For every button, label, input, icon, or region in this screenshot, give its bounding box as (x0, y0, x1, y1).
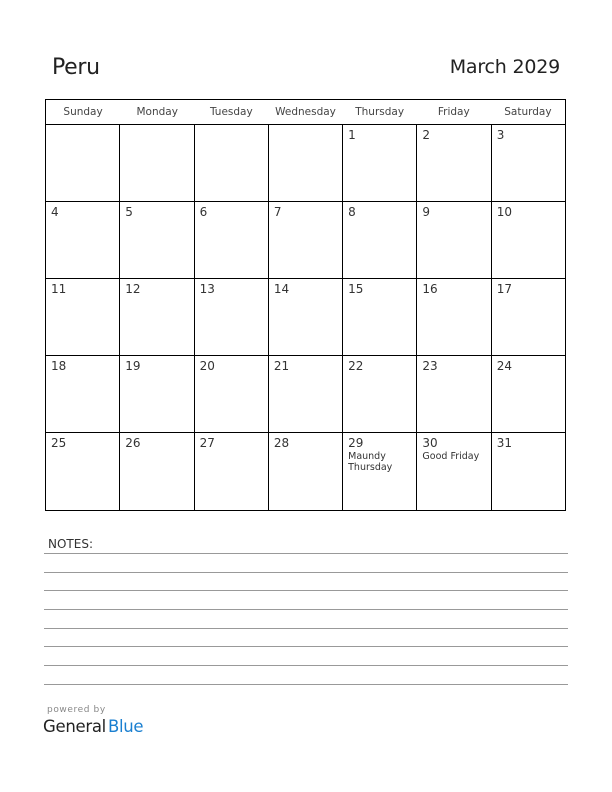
day-cell (119, 125, 193, 201)
notes-line (44, 628, 568, 629)
day-cell (416, 279, 490, 355)
brand-blue: Blue (107, 717, 144, 736)
day-number: 13 (199, 282, 215, 296)
day-cell (416, 202, 490, 278)
day-cell (119, 433, 193, 510)
notes-line (44, 646, 568, 647)
holiday-label: Good Friday (422, 451, 480, 462)
day-cell (491, 279, 565, 355)
weekday-tuesday: Tuesday (209, 106, 253, 118)
day-cell (268, 279, 342, 355)
week-row (46, 356, 565, 433)
notes-line (44, 572, 568, 573)
day-number: 23 (422, 359, 438, 373)
day-number: 25 (51, 436, 67, 450)
day-cell (491, 356, 565, 432)
week-row (46, 202, 565, 279)
day-number: 29 (348, 436, 364, 450)
day-number: 26 (125, 436, 141, 450)
weekday-monday: Monday (136, 106, 178, 118)
month-year-title: March 2029 (449, 56, 560, 78)
day-cell (46, 202, 119, 278)
day-cell (342, 279, 416, 355)
day-cell (46, 356, 119, 432)
notes-line (44, 609, 568, 610)
day-number: 14 (273, 282, 290, 296)
day-cell (268, 433, 342, 510)
day-number: 18 (51, 359, 67, 373)
day-number: 5 (125, 205, 133, 219)
day-number: 10 (496, 205, 512, 219)
day-number: 24 (496, 359, 512, 373)
day-cell (46, 125, 119, 201)
day-cell (342, 433, 416, 510)
day-cell (119, 356, 193, 432)
notes-line (44, 590, 568, 591)
week-row (46, 433, 565, 510)
day-number: 9 (422, 205, 431, 219)
country-title: Peru (52, 55, 100, 80)
day-number: 27 (199, 436, 215, 450)
day-cell (268, 125, 342, 201)
day-number: 20 (199, 359, 215, 373)
day-number: 17 (496, 282, 512, 296)
weekday-friday: Friday (437, 106, 470, 118)
day-number: 7 (273, 205, 282, 219)
day-cell (194, 433, 268, 510)
day-cell (342, 202, 416, 278)
generalblue-logo (43, 717, 143, 736)
day-cell (491, 433, 565, 510)
day-number: 2 (422, 128, 431, 142)
notes-line (44, 553, 568, 554)
day-number: 1 (348, 128, 356, 142)
day-number: 3 (496, 128, 505, 142)
day-cell (342, 125, 416, 201)
day-number: 12 (125, 282, 141, 296)
day-number: 16 (422, 282, 438, 296)
holiday-label: Maundy Thursday (348, 451, 393, 473)
weekday-sunday: Sunday (63, 106, 103, 118)
day-cell (119, 279, 193, 355)
day-number: 30 (422, 436, 438, 450)
calendar-grid (45, 99, 566, 511)
day-cell (416, 433, 490, 510)
day-number: 15 (348, 282, 364, 296)
brand-general: General (43, 717, 106, 736)
notes-line (44, 684, 568, 685)
day-number: 31 (496, 436, 512, 450)
day-cell (194, 279, 268, 355)
powered-by-text: powered by (47, 705, 106, 715)
week-row (46, 279, 565, 356)
day-number: 21 (273, 359, 290, 373)
week-row (46, 125, 565, 202)
day-cell (416, 356, 490, 432)
day-cell (491, 202, 565, 278)
day-cell (119, 202, 193, 278)
day-cell (491, 125, 565, 201)
notes-line (44, 665, 568, 666)
day-number: 8 (348, 205, 356, 219)
day-number: 6 (199, 205, 208, 219)
day-number: 22 (348, 359, 364, 373)
day-cell (342, 356, 416, 432)
day-number: 11 (51, 282, 67, 296)
weekday-saturday: Saturday (504, 106, 552, 118)
day-cell (416, 125, 490, 201)
day-number: 28 (273, 436, 290, 450)
weekday-header-row (46, 100, 565, 125)
day-cell (46, 279, 119, 355)
day-number: 4 (51, 205, 59, 219)
notes-label: NOTES: (48, 537, 93, 551)
weekday-thursday: Thursday (355, 106, 405, 118)
day-cell (268, 356, 342, 432)
day-cell (268, 202, 342, 278)
day-cell (194, 125, 268, 201)
day-number: 19 (125, 359, 141, 373)
day-cell (46, 433, 119, 510)
day-cell (194, 356, 268, 432)
weekday-wednesday: Wednesday (275, 106, 336, 118)
day-cell (194, 202, 268, 278)
